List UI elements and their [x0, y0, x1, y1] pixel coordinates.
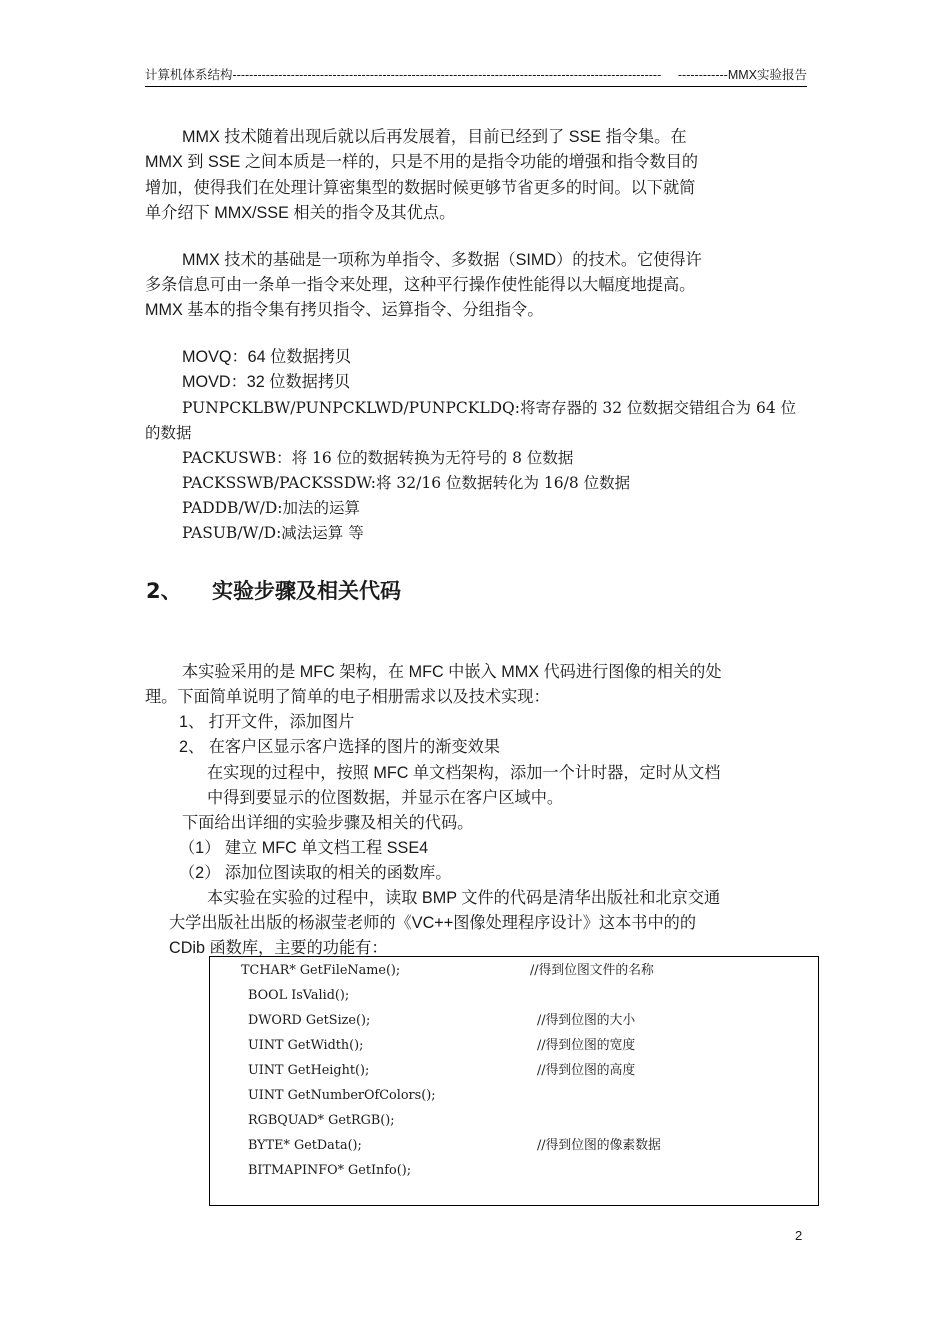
body-line: 在实现的过程中，按照 MFC 单文档架构，添加一个计时器，定时从文档 — [207, 764, 721, 782]
instruction-item: MOVD：32 位数据拷贝 — [182, 373, 351, 391]
instruction-item: MOVQ：64 位数据拷贝 — [182, 348, 352, 366]
code-line: UINT GetNumberOfColors(); — [248, 1088, 436, 1103]
section-heading — [146, 576, 401, 606]
code-comment: //得到位图文件的名称 — [530, 963, 654, 978]
code-line: RGBQUAD* GetRGB(); — [248, 1113, 395, 1128]
code-line: BOOL IsValid(); — [248, 988, 350, 1003]
code-line: TCHAR* GetFileName(); — [241, 963, 401, 978]
code-line: BYTE* GetData(); — [248, 1138, 362, 1153]
step-item: （2） 添加位图读取的相关的函数库。 — [179, 864, 452, 882]
simd-line: MMX 技术的基础是一项称为单指令、多数据（SIMD）的技术。它使得许 — [182, 251, 702, 269]
body-line: 本实验在实验的过程中，读取 BMP 文件的代码是清华出版社和北京交通 — [207, 889, 721, 907]
code-line: BITMAPINFO* GetInfo(); — [248, 1163, 412, 1178]
instruction-item: PUNPCKLBW/PUNPCKLWD/PUNPCKLDQ:将寄存器的 32 位数据交错组合为 64 位 — [182, 399, 797, 417]
code-comment: //得到位图的像素数据 — [537, 1138, 661, 1153]
code-comment: //得到位图的高度 — [537, 1063, 636, 1078]
body-line: 下面给出详细的实验步骤及相关的代码。 — [182, 814, 474, 832]
section-number: 2、 — [146, 579, 182, 603]
list-item: 2、 在客户区显示客户选择的图片的渐变效果 — [179, 738, 501, 756]
body-line: 大学出版社出版的杨淑莹老师的《VC++图像处理程序设计》这本书中的的 — [169, 914, 697, 932]
page-number: 2 — [795, 1228, 803, 1243]
simd-line: MMX 基本的指令集有拷贝指令、运算指令、分组指令。 — [145, 301, 544, 319]
instruction-item: PASUB/W/D:减法运算 等 — [182, 524, 364, 542]
code-line: DWORD GetSize(); — [248, 1013, 371, 1028]
code-line: UINT GetWidth(); — [248, 1038, 364, 1053]
header-left-text: 计算机体系结构------------------------------------------------------------------------------------------------------- — [145, 68, 662, 82]
section-title: 实验步骤及相关代码 — [212, 579, 401, 603]
step-item: （1） 建立 MFC 单文档工程 SSE4 — [179, 839, 429, 857]
body-line: 理。下面简单说明了简单的电子相册需求以及技术实现： — [145, 688, 550, 706]
body-line: 本实验采用的是 MFC 架构，在 MFC 中嵌入 MMX 代码进行图像的相关的处 — [182, 663, 722, 681]
header-right-text: ------------MMX实验报告 — [677, 68, 807, 82]
instruction-item: PACKUSWB：将 16 位的数据转换为无符号的 8 位数据 — [182, 449, 574, 467]
intro-line: 增加，使得我们在处理计算密集型的数据时候更够节省更多的时间。以下就简 — [145, 179, 696, 197]
intro-line: MMX 技术随着出现后就以后再发展着，目前已经到了 SSE 指令集。在 — [182, 128, 687, 146]
code-comment: //得到位图的宽度 — [537, 1038, 636, 1053]
intro-line: MMX 到 SSE 之间本质是一样的，只是不用的是指令功能的增强和指令数目的 — [145, 153, 699, 171]
instruction-item: PACKSSWB/PACKSSDW:将 32/16 位数据转化为 16/8 位数据 — [182, 474, 631, 492]
page-header — [145, 66, 807, 87]
list-item: 1、 打开文件，添加图片 — [179, 713, 355, 731]
intro-line: 单介绍下 MMX/SSE 相关的指令及其优点。 — [145, 204, 456, 222]
instruction-item: 的数据 — [145, 424, 192, 442]
code-line: UINT GetHeight(); — [248, 1063, 370, 1078]
instruction-item: PADDB/W/D:加法的运算 — [182, 499, 360, 517]
body-line: CDib 函数库，主要的功能有： — [169, 939, 388, 957]
simd-line: 多条信息可由一条单一指令来处理，这种平行操作使性能得以大幅度地提高。 — [145, 276, 696, 294]
code-comment: //得到位图的大小 — [537, 1013, 636, 1028]
body-line: 中得到要显示的位图数据，并显示在客户区域中。 — [207, 789, 564, 807]
